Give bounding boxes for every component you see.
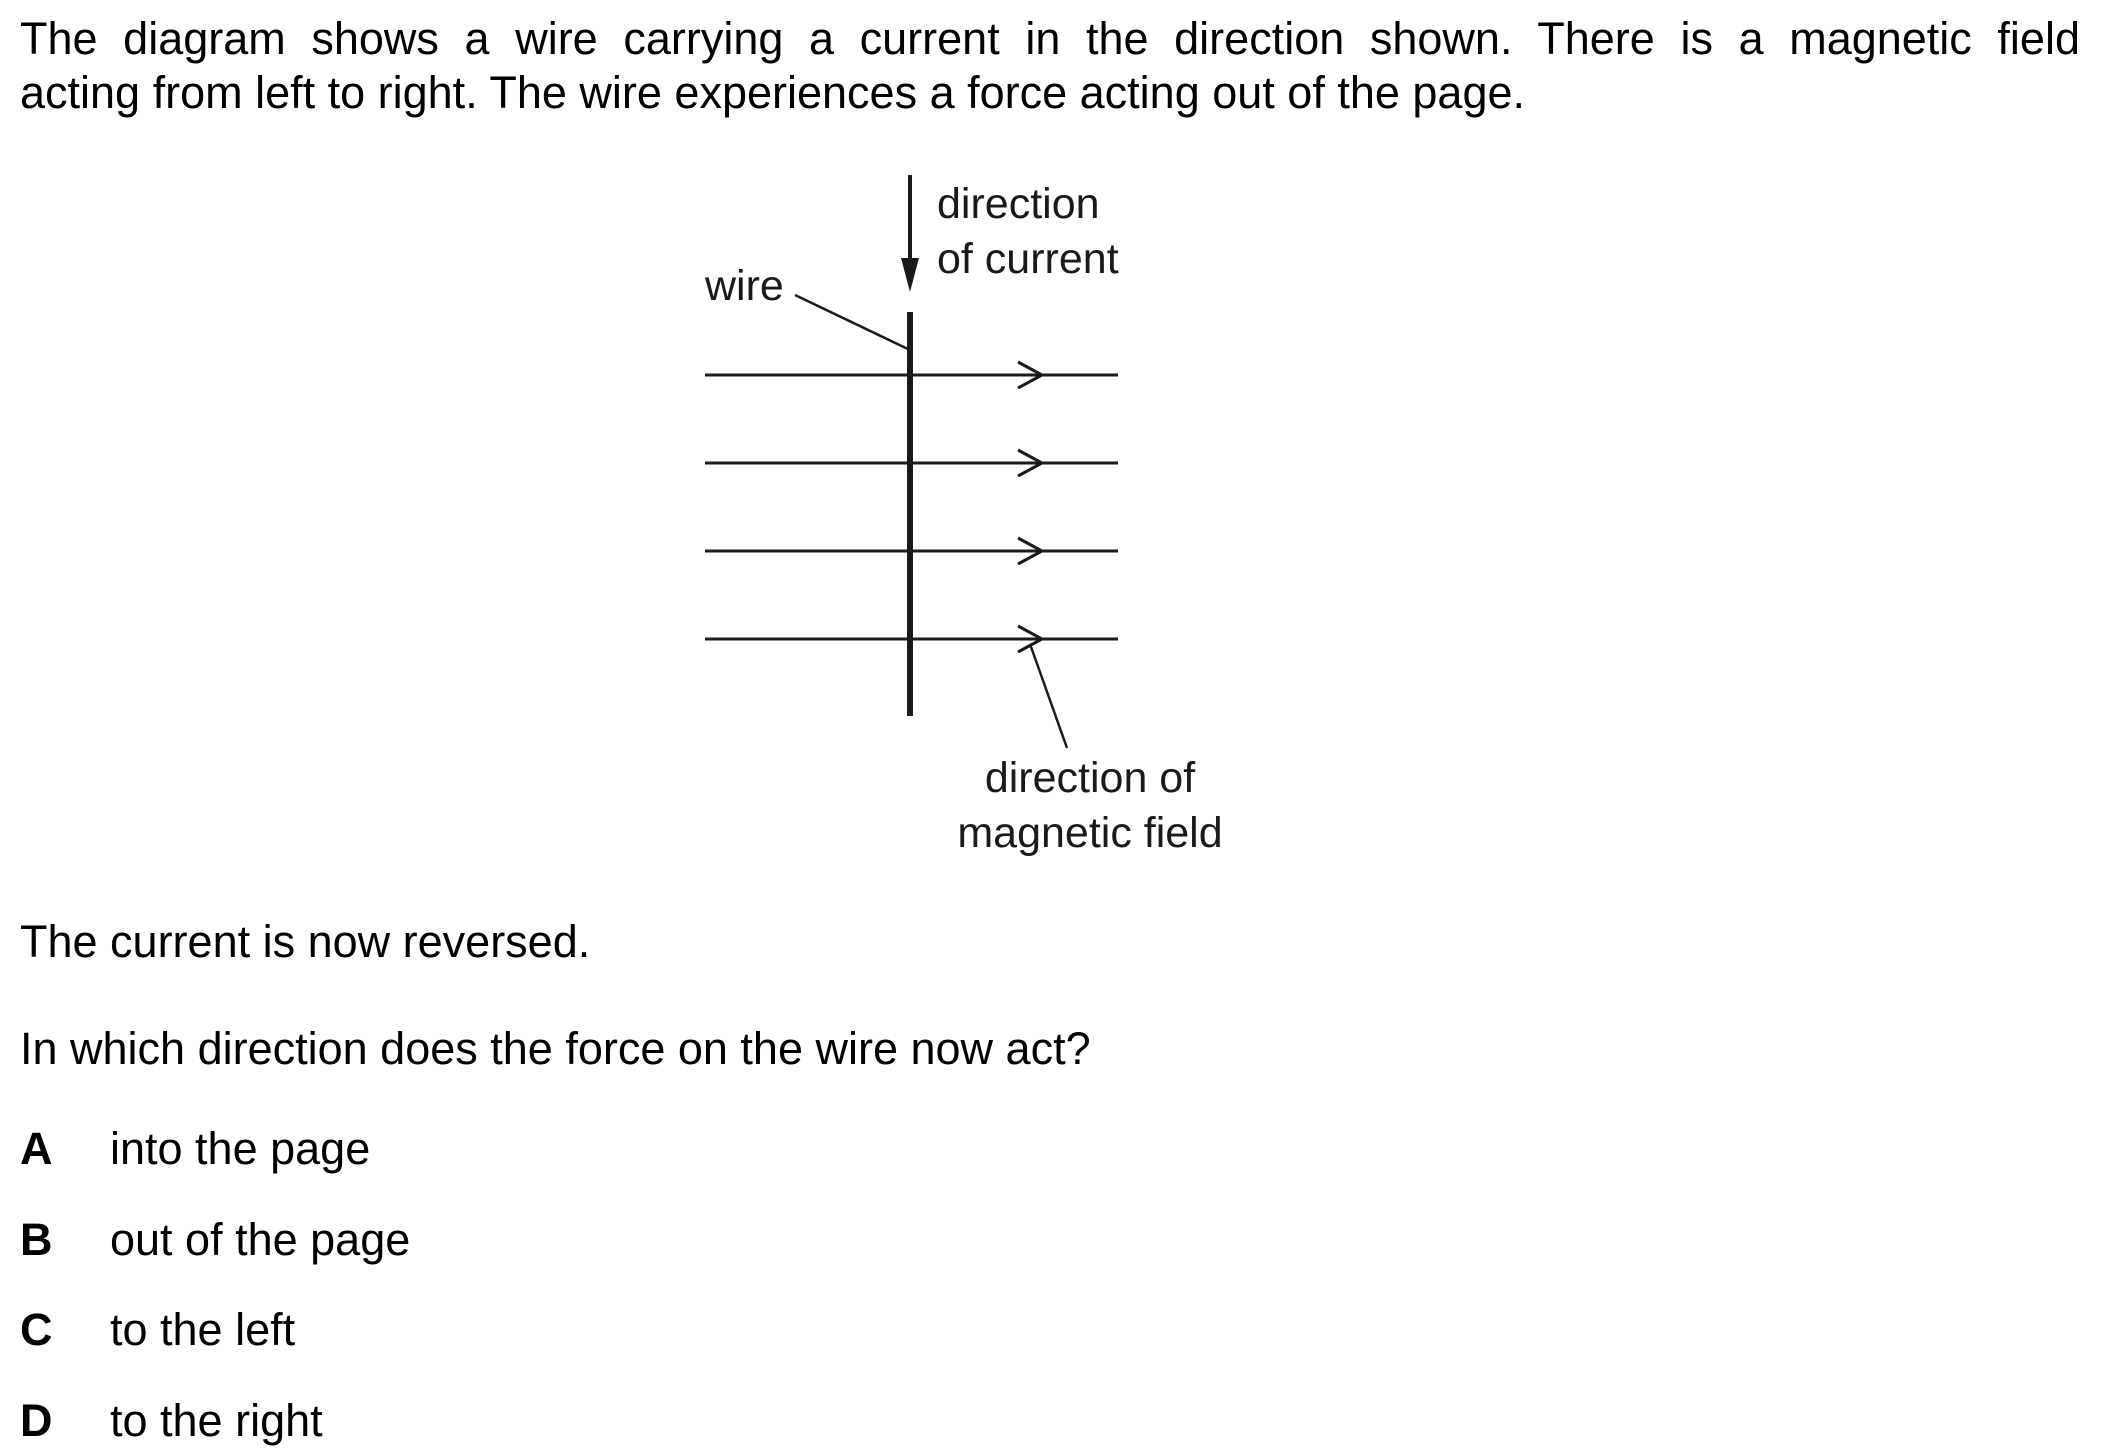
option-text: to the left	[110, 1304, 296, 1355]
option-a[interactable]	[20, 1122, 370, 1176]
label-current-line-2: of current	[937, 235, 1119, 283]
label-current-line-1: direction	[937, 180, 1100, 228]
label-field-line-2: magnetic field	[957, 809, 1223, 857]
question-prompt: In which direction does the force on the wire now act?	[20, 1023, 1091, 1074]
wire-leader-line	[795, 295, 910, 350]
option-letter: A	[20, 1123, 53, 1174]
statement-text: The current is now reversed.	[20, 916, 591, 967]
option-letter: B	[20, 1214, 53, 1265]
option-b[interactable]	[20, 1213, 410, 1267]
option-letter: C	[20, 1304, 53, 1355]
option-text: out of the page	[110, 1214, 411, 1265]
option-text: into the page	[110, 1123, 371, 1174]
current-arrow-head	[901, 258, 919, 292]
label-wire: wire	[705, 262, 784, 310]
field-leader-line	[1030, 644, 1067, 748]
intro-line-2: acting from left to right. The wire experiences a force acting out of the page.	[20, 67, 1525, 118]
label-field-line-1: direction of	[984, 754, 1196, 802]
intro-line-1: The diagram shows a wire carrying a current in the direction shown. There is a magnetic field	[20, 13, 2080, 64]
option-c[interactable]	[20, 1303, 295, 1357]
option-letter: D	[20, 1395, 53, 1446]
option-d[interactable]	[20, 1394, 323, 1448]
option-text: to the right	[110, 1395, 323, 1446]
